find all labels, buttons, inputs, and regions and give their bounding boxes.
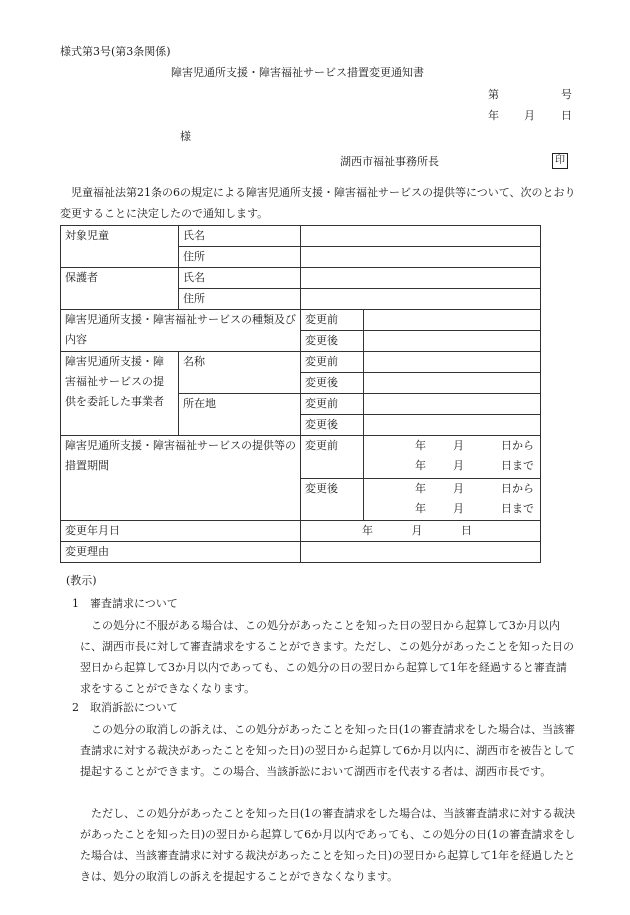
period-before-from: 年 月 日から: [415, 439, 534, 452]
contractor-location-label: 所在地: [179, 394, 301, 436]
issuer-name: 湖西市福祉事務所長: [340, 155, 439, 168]
contractor-location-after-label: 変更後: [301, 415, 364, 436]
table-row: [61, 268, 541, 289]
table-row: [61, 226, 541, 247]
guardian-name-value[interactable]: [301, 268, 541, 289]
period-after-label: 変更後: [301, 478, 364, 521]
contractor-location-before-label: 変更前: [301, 394, 364, 415]
section2-body-2: ただし、この処分があったことを知った日(1の審査請求をした場合は、当該審査請求に対する裁決があったことを知った日)の翌日から起算して6か月以内であっても、この処分の日(1の審査請求をした場合は、当該審査請求に対する裁決があったことを知った日)の翌日から起算して1年を経過したときは、処分の取消しの訴えを提起することができなくなります。: [80, 807, 576, 883]
contractor-location-after-value[interactable]: [364, 415, 541, 436]
period-before-value[interactable]: [364, 436, 541, 479]
child-address-value[interactable]: [301, 247, 541, 268]
number-suffix: 号: [561, 88, 572, 101]
table-row: [61, 542, 541, 563]
date-month: 月: [524, 109, 535, 122]
notice-table: [60, 225, 541, 563]
child-name-value[interactable]: [301, 226, 541, 247]
child-label: 対象児童: [61, 226, 179, 268]
guardian-address-value[interactable]: [301, 289, 541, 310]
guardian-label: 保護者: [61, 268, 179, 310]
contractor-label: 障害児通所支援・障害福祉サービスの提供を委託した事業者: [61, 352, 179, 436]
section2-title: 2 取消訴訟について: [72, 701, 178, 714]
table-row: [61, 310, 541, 331]
contractor-location-before-value[interactable]: [364, 394, 541, 415]
table-row: [61, 521, 541, 542]
change-date-label: 変更年月日: [61, 521, 301, 542]
contractor-name-label: 名称: [179, 352, 301, 394]
guardian-name-label: 氏名: [179, 268, 301, 289]
guardian-address-label: 住所: [179, 289, 301, 310]
service-after-label: 変更後: [301, 331, 364, 352]
table-row: [61, 352, 541, 373]
seal-mark: 印: [552, 153, 568, 169]
change-reason-value[interactable]: [301, 542, 541, 563]
period-label: 障害児通所支援・障害福祉サービスの提供等の措置期間: [61, 436, 301, 521]
contractor-name-after-value[interactable]: [364, 373, 541, 394]
intro-paragraph: 児童福祉法第21条の6の規定による障害児通所支援・障害福祉サービスの提供等について、次のとおり変更することに決定したので通知します。: [60, 186, 576, 220]
section1-title: 1 審査請求について: [72, 597, 178, 610]
notice-heading: (教示): [66, 574, 97, 587]
change-date-month: 月: [411, 524, 423, 537]
form-label: 様式第3号(第3条関係): [60, 45, 171, 58]
period-before-to: 年 月 日まで: [415, 459, 534, 472]
contractor-name-before-value[interactable]: [364, 352, 541, 373]
service-after-value[interactable]: [364, 331, 541, 352]
period-after-to: 年 月 日まで: [415, 501, 534, 515]
change-date-value[interactable]: [301, 521, 541, 542]
service-kind-label: 障害児通所支援・障害福祉サービスの種類及び内容: [61, 310, 301, 352]
contractor-name-before-label: 変更前: [301, 352, 364, 373]
service-before-label: 変更前: [301, 310, 364, 331]
period-after-from: 年 月 日から: [415, 481, 534, 495]
table-row: [61, 436, 541, 479]
period-after-value[interactable]: [364, 478, 541, 521]
contractor-name-after-label: 変更後: [301, 373, 364, 394]
change-date-year: 年: [362, 524, 373, 537]
change-date-day: 日: [461, 524, 472, 537]
period-before-label: 変更前: [301, 436, 364, 479]
change-reason-label: 変更理由: [61, 542, 301, 563]
child-name-label: 氏名: [179, 226, 301, 247]
date-year: 年: [488, 109, 499, 122]
date-day: 日: [561, 109, 572, 122]
section2-body-1: この処分の取消しの訴えは、この処分があったことを知った日(1の審査請求をした場合は、当該審査請求に対する裁決があったことを知った日)の翌日から起算して6か月以内に、湖西市を被告として提起することができます。この場合、当該訴訟において湖西市を代表する者は、湖西市長です。: [80, 723, 576, 778]
number-prefix: 第: [488, 88, 499, 101]
child-address-label: 住所: [179, 247, 301, 268]
document-title: 障害児通所支援・障害福祉サービス措置変更通知書: [171, 66, 424, 79]
service-before-value[interactable]: [364, 310, 541, 331]
recipient-honorific: 様: [180, 130, 191, 143]
section1-body: この処分に不服がある場合は、この処分があったことを知った日の翌日から起算して3か月以内に、湖西市長に対して審査請求をすることができます。ただし、この処分があったことを知った日の翌日から起算して3か月以内であっても、この処分の日の翌日から起算して1年を経過すると審査請求をすることができなくなります。: [80, 619, 575, 695]
